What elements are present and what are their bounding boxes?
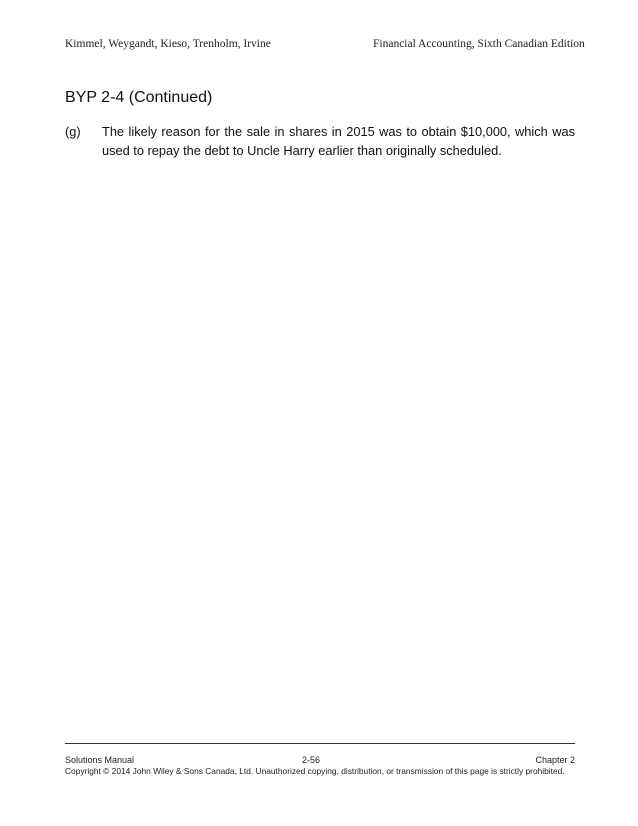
- header-authors: Kimmel, Weygandt, Kieso, Trenholm, Irvine: [65, 38, 271, 50]
- footer-manual-name: Solutions Manual: [65, 755, 135, 765]
- footer-chapter: Chapter 2: [535, 755, 575, 765]
- footer-copyright: Copyright © 2014 John Wiley & Sons Canada, Ltd. Unauthorized copying, distribution, or transmission of this page is strictly prohibited.: [65, 766, 565, 776]
- item-label: (g): [65, 124, 81, 139]
- section-title: BYP 2-4 (Continued): [65, 89, 213, 106]
- header-book-title: Financial Accounting, Sixth Canadian Edition: [373, 38, 585, 50]
- item-text: The likely reason for the sale in shares in 2015 was to obtain $10,000, which was used to repay the debt to Uncle Harry earlier than originally scheduled.: [102, 124, 575, 158]
- footer-divider: [65, 743, 575, 744]
- footer-page-number: 2-56: [302, 755, 321, 765]
